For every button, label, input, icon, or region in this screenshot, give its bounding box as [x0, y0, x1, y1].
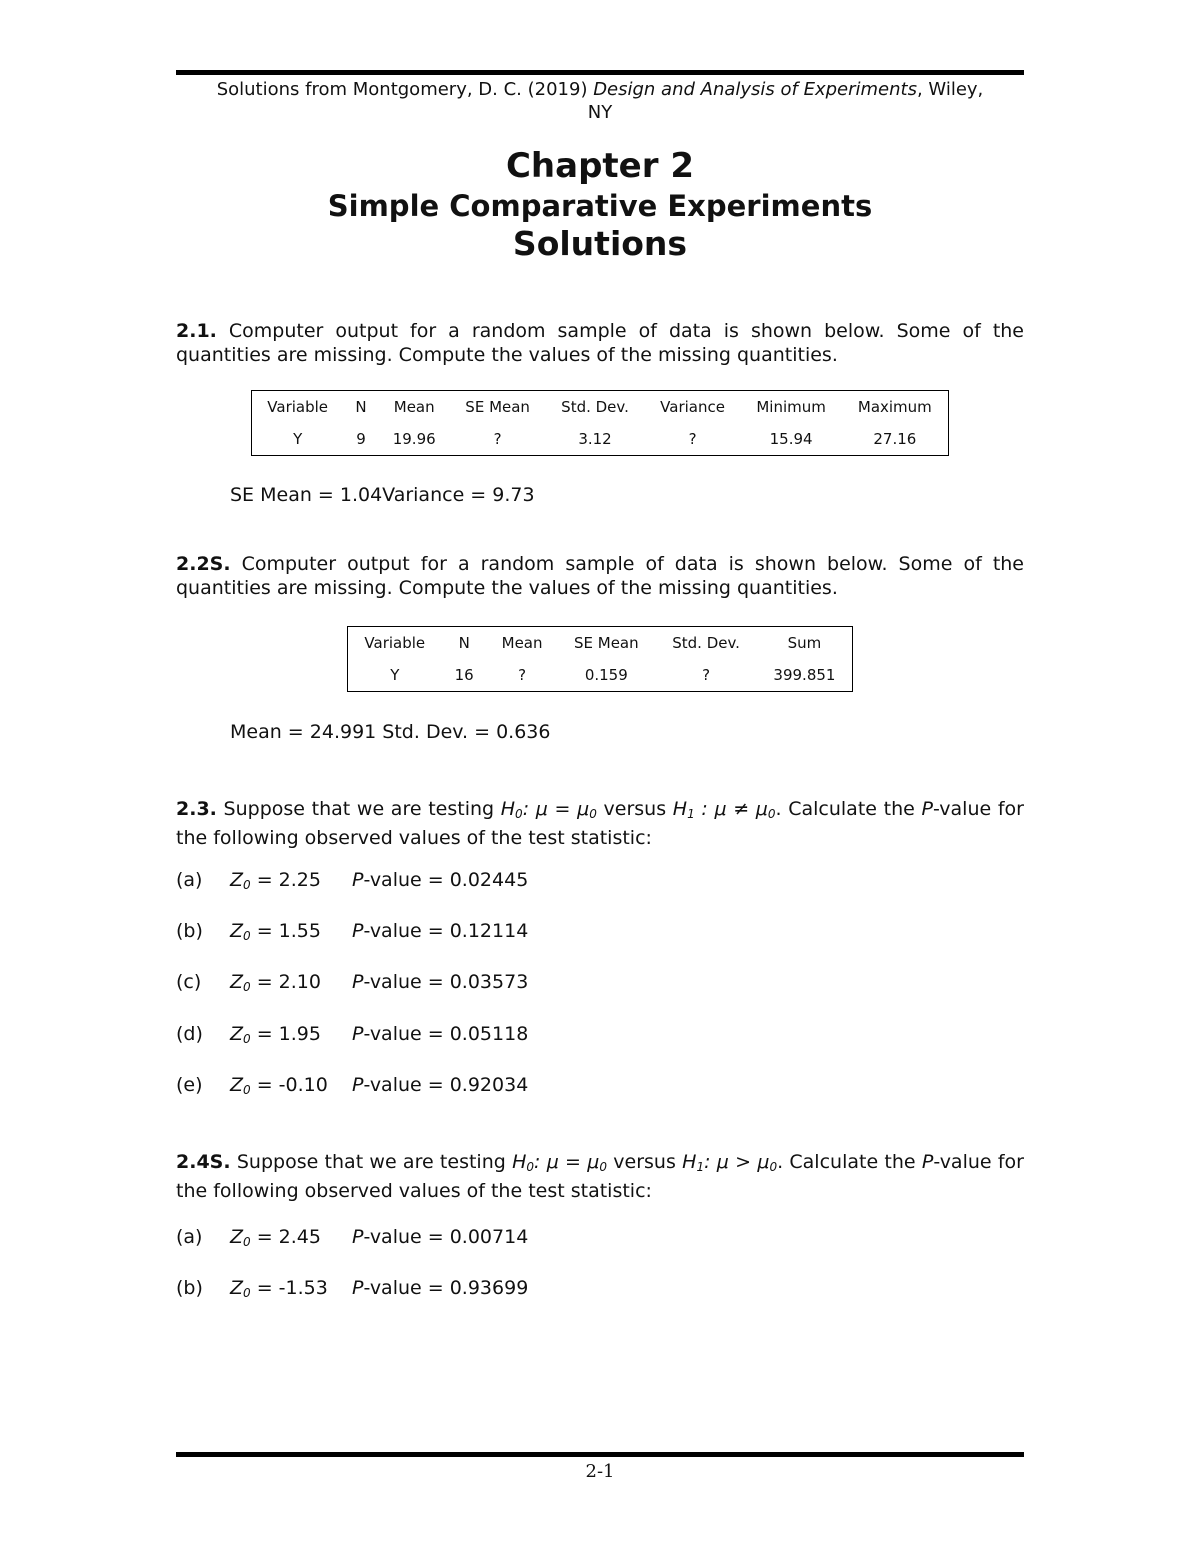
text-run: . Calculate the — [775, 798, 922, 820]
list-item — [176, 1225, 528, 1254]
table-header-cell: Mean — [393, 398, 435, 416]
text-run: -value for the following observed values of the test statistic: — [176, 798, 1024, 849]
table-cell: 19.96 — [392, 430, 436, 448]
problem-number: 2.3. — [176, 798, 217, 820]
text-run: Suppose that we are testing — [230, 1151, 513, 1173]
subscript: 1 — [696, 1160, 705, 1174]
problem-number: 2.2S. — [176, 553, 231, 575]
list-item — [176, 868, 528, 897]
subscript: 0 — [599, 1160, 607, 1174]
chapter-subtitle: Simple Comparative Experiments — [327, 189, 873, 223]
table-header-row — [348, 627, 853, 660]
p-symbol: P — [352, 971, 364, 993]
table-cell: 16 — [454, 666, 474, 684]
list-item — [176, 1073, 528, 1102]
h0-symbol: H — [500, 798, 516, 820]
p-value: -value = 0.93699 — [363, 1277, 529, 1299]
table-header-cell: SE Mean — [573, 634, 639, 652]
bottom-rule — [176, 1452, 1024, 1457]
table-cell: 9 — [356, 430, 366, 448]
table-cell: 15.94 — [769, 430, 813, 448]
problem-2-4s — [176, 1150, 1024, 1203]
table-cell: 27.16 — [873, 430, 917, 448]
solutions-heading: Solutions — [512, 224, 688, 263]
z-symbol: Z — [230, 869, 244, 891]
p-value: -value = 0.05118 — [363, 1023, 529, 1045]
item-label: (a) — [176, 869, 203, 891]
p-value: -value = 0.03573 — [363, 971, 529, 993]
list-item — [176, 970, 528, 999]
item-label: (d) — [176, 1023, 203, 1045]
p-value: -value = 0.12114 — [363, 920, 529, 942]
p-symbol: P — [352, 1023, 364, 1045]
p-value: -value = 0.92034 — [363, 1074, 529, 1096]
p-symbol: P — [352, 1277, 364, 1299]
z-value: = 2.10 — [256, 971, 321, 993]
p-symbol: P — [352, 1226, 364, 1248]
table-row — [252, 423, 949, 456]
subscript: 0 — [589, 807, 597, 821]
table-cell: Y — [390, 666, 400, 684]
header-prefix: Solutions from Montgomery, D. C. (2019) — [216, 79, 594, 100]
z-value: = 1.55 — [256, 920, 321, 942]
subscript: 0 — [243, 929, 251, 943]
answer-2-1: SE Mean = 1.04Variance = 9.73 — [230, 484, 535, 506]
table-header-cell: Minimum — [756, 398, 826, 416]
z-symbol: Z — [230, 1277, 244, 1299]
z-value: = -0.10 — [256, 1074, 328, 1096]
p-value: -value = 0.02445 — [363, 869, 529, 891]
p-symbol: P — [352, 920, 364, 942]
header-suffix: , Wiley, — [916, 79, 984, 100]
item-label: (e) — [176, 1074, 203, 1096]
table-header-cell: Variance — [660, 398, 725, 416]
text-run: versus — [607, 1151, 683, 1173]
subscript: 0 — [243, 1032, 251, 1046]
table-cell: 3.12 — [578, 430, 612, 448]
p-value: -value = 0.00714 — [363, 1226, 529, 1248]
z-symbol: Z — [230, 971, 244, 993]
h1-symbol: H — [682, 1151, 697, 1173]
subscript: 0 — [769, 1160, 778, 1174]
table-header-cell: Std. Dev. — [561, 398, 629, 416]
problem-number: 2.1. — [176, 320, 217, 342]
z-symbol: Z — [230, 1023, 244, 1045]
table-header-cell: Variable — [364, 634, 426, 652]
chapter-title: Chapter 2 — [505, 146, 694, 186]
subscript: 0 — [243, 1235, 251, 1249]
h1-symbol: H — [672, 798, 688, 820]
table-row — [348, 659, 853, 692]
problem-text: Computer output for a random sample of data is shown below. Some of the quantities are missing. Compute the values of the missing quantities. — [176, 553, 1024, 599]
table-cell: ? — [493, 430, 502, 448]
problem-2-1 — [176, 319, 1024, 367]
text-run: . Calculate the — [777, 1151, 922, 1173]
problem-number: 2.4S. — [176, 1151, 231, 1173]
header-book-title: Design and Analysis of Experiments — [593, 79, 917, 100]
running-header — [176, 78, 1024, 124]
text-run: : μ = μ — [534, 1151, 600, 1173]
list-item — [176, 1276, 528, 1305]
table-header-cell: Variable — [267, 398, 329, 416]
top-rule — [176, 70, 1024, 75]
problem-text: Computer output for a random sample of data is shown below. Some of the quantities are missing. Compute the values of the missing quantities. — [176, 320, 1024, 366]
h0-symbol: H — [512, 1151, 527, 1173]
table-cell: ? — [702, 666, 711, 684]
z-value: = 2.25 — [256, 869, 321, 891]
z-symbol: Z — [230, 1226, 244, 1248]
subscript: 0 — [243, 980, 251, 994]
text-run: : μ ≠ μ — [694, 798, 768, 820]
header-line2: NY — [587, 102, 613, 123]
p-symbol: P — [352, 869, 364, 891]
table-header-row — [252, 391, 949, 424]
item-label: (c) — [176, 971, 202, 993]
text-run: -value for the following observed values of the test statistic: — [176, 1151, 1024, 1202]
item-label: (a) — [176, 1226, 203, 1248]
subscript: 0 — [526, 1160, 535, 1174]
text-run: : μ = μ — [522, 798, 590, 820]
item-label: (b) — [176, 1277, 203, 1299]
table-cell: ? — [518, 666, 527, 684]
problem-2-3 — [176, 797, 1024, 850]
subscript: 0 — [243, 1286, 251, 1300]
table-cell: 0.159 — [584, 666, 628, 684]
p-symbol: P — [352, 1074, 364, 1096]
answer-2-2s: Mean = 24.991 Std. Dev. = 0.636 — [230, 721, 551, 743]
z-value: = -1.53 — [256, 1277, 328, 1299]
subscript: 0 — [767, 807, 776, 821]
table-cell: ? — [688, 430, 697, 448]
text-run: versus — [596, 798, 673, 820]
table-header-cell: N — [355, 398, 367, 416]
subscript: 0 — [515, 807, 523, 821]
table-header-cell: Sum — [787, 634, 822, 652]
text-run: Suppose that we are testing — [216, 798, 501, 820]
table-header-cell: Mean — [501, 634, 543, 652]
problem-2-2s — [176, 552, 1024, 600]
table-header-cell: Maximum — [857, 398, 932, 416]
table-cell: 399.851 — [773, 666, 836, 684]
output-table-2-2s — [347, 626, 853, 692]
z-value: = 2.45 — [256, 1226, 321, 1248]
z-symbol: Z — [230, 920, 244, 942]
z-symbol: Z — [230, 1074, 244, 1096]
z-value: = 1.95 — [256, 1023, 321, 1045]
table-cell: Y — [293, 430, 303, 448]
list-item — [176, 1022, 528, 1051]
table-header-cell: SE Mean — [465, 398, 530, 416]
table-header-cell: N — [458, 634, 470, 652]
text-run: : μ > μ — [704, 1151, 770, 1173]
p-symbol: P — [921, 1151, 934, 1173]
subscript: 0 — [243, 878, 251, 892]
table-header-cell: Std. Dev. — [672, 634, 740, 652]
item-label: (b) — [176, 920, 203, 942]
page-number: 2-1 — [585, 1461, 615, 1482]
p-symbol: P — [921, 798, 933, 820]
list-item — [176, 919, 528, 948]
subscript: 1 — [687, 807, 695, 821]
subscript: 0 — [243, 1083, 251, 1097]
output-table-2-1 — [251, 390, 949, 456]
